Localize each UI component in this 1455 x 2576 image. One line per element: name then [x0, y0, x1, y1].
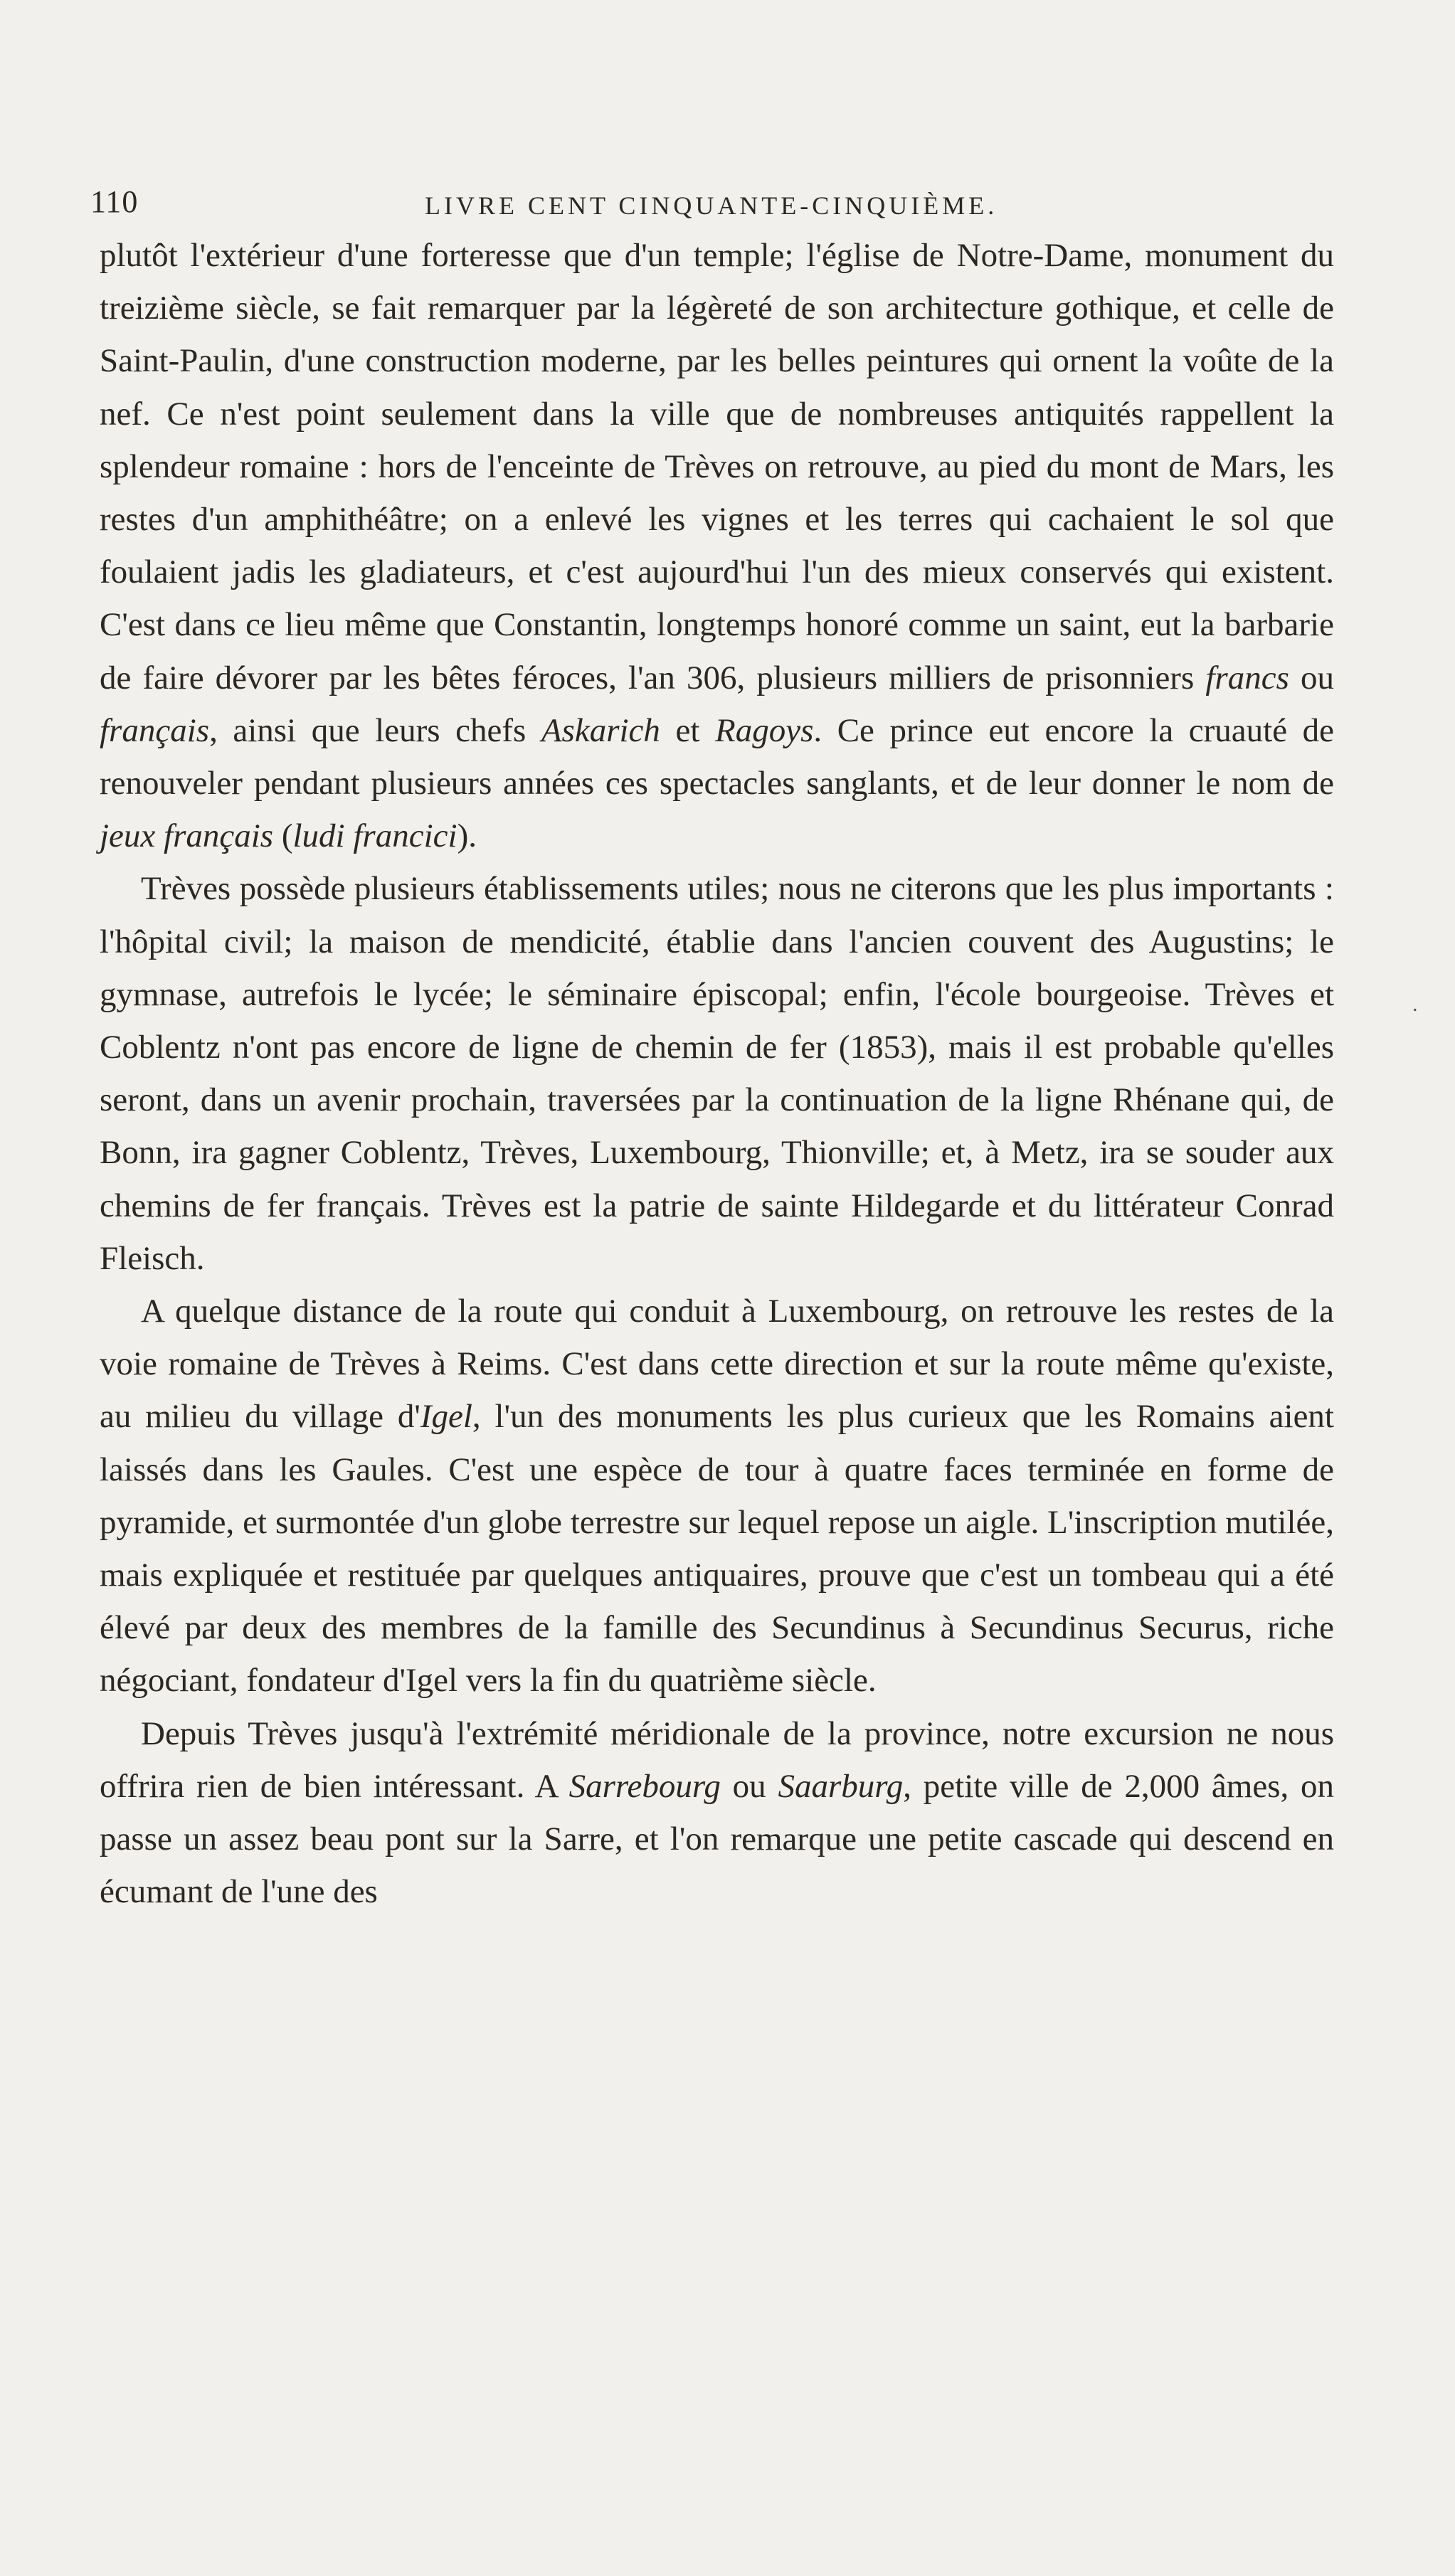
text-run: Depuis Trèves jusqu'à l'extrémité méridionale de la province, notre excursion ne nous offrira rien de bien intéressant. A: [100, 1714, 1334, 1805]
text-run: ou: [720, 1767, 778, 1805]
italic-text: jeux français: [100, 817, 274, 855]
text-run: et: [660, 711, 715, 749]
italic-text: francs: [1205, 659, 1289, 696]
text-run: A quelque distance de la route qui conduit à Luxembourg, on retrouve les restes de la voie romaine de Trèves à Reims. C'est dans cette direction et sur la route même qu'existe, au milieu du village d': [100, 1293, 1334, 1436]
body-text: [100, 229, 1334, 1919]
paragraph: [100, 229, 1334, 862]
margin-mark: .: [1412, 992, 1418, 1016]
paragraph: [100, 1707, 1334, 1919]
text-run: , l'un des monuments les plus curieux que les Romains aient laissés dans les Gaules. C'est une espèce de tour à quatre faces terminée en forme de pyramide, et surmontée d'un globe terrestre sur lequel repose un aigle. L'inscription mutilée, mais expliquée et restituée par quelques antiquaires, prouve que c'est un tombeau qui a été élevé par deux des membres de la famille des Secundinus à Secundinus Securus, riche négociant, fondateur d'Igel vers la fin du quatrième siècle.: [100, 1398, 1334, 1700]
page-header: [90, 184, 1328, 226]
italic-text: français: [100, 711, 210, 749]
text-run: plutôt l'extérieur d'une forteresse que d'un temple; l'église de Notre-Dame, monument du treizième siècle, se fait remarquer par la légèreté de son architecture gothique, et celle de Saint-Paulin, d'une construction moderne, par les belles peintures qui ornent la voûte de la nef. Ce n'est point seulement dans la ville que de nombreuses antiquités rappellent la splendeur romaine : hors de l'enceinte de Trèves on retrouve, au pied du mont de Mars, les restes d'un amphithéâtre; on a enlevé les vignes et les terres qui cachaient le sol que foulaient jadis les gladiateurs, et c'est aujourd'hui l'un des mieux conservés qui existent. C'est dans ce lieu même que Constantin, longtemps honoré comme un saint, eut la barbarie de faire dévorer par les bêtes féroces, l'an 306, plusieurs milliers de prisonniers: [100, 237, 1334, 696]
italic-text: ludi francici: [292, 817, 457, 855]
text-run: . Ce prince eut encore la cruauté de renouveler pendant plusieurs années ces spectacles sanglants, et de leur donner le nom de: [100, 711, 1335, 802]
running-title: LIVRE CENT CINQUANTE-CINQUIÈME.: [425, 191, 998, 220]
text-run: Trèves possède plusieurs établissements utiles; nous ne citerons que les plus importants : l'hôpital civil; la maison de mendicité, établie dans l'ancien couvent des Augustins; le gymnase, autrefois le lycée; le séminaire épiscopal; enfin, l'école bourgeoise. Trèves et Coblentz n'ont pas encore de ligne de chemin de fer (1853), mais il est probable qu'elles seront, dans un avenir prochain, traversées par la continuation de la ligne Rhénane qui, de Bonn, ira gagner Coblentz, Trèves, Luxembourg, Thionville; et, à Metz, ira se souder aux chemins de fer français. Trèves est la patrie de sainte Hildegarde et du littérateur Conrad Fleisch.: [100, 870, 1334, 1277]
italic-text: Saarburg: [778, 1767, 904, 1805]
text-run: , ainsi que leurs chefs: [209, 711, 541, 749]
italic-text: Igel: [420, 1398, 472, 1436]
paragraph: [100, 1285, 1334, 1707]
page-number: 110: [90, 184, 139, 219]
italic-text: Sarrebourg: [568, 1767, 721, 1805]
italic-text: Askarich: [541, 711, 660, 749]
italic-text: Ragoys: [715, 711, 814, 749]
text-run: (: [273, 817, 293, 855]
paragraph: [100, 862, 1334, 1285]
text-run: ou: [1289, 659, 1334, 696]
text-run: ).: [457, 817, 477, 855]
text-run: , petite ville de 2,000 âmes, on passe un assez beau pont sur la Sarre, et l'on remarque une petite cascade qui descend en écumant de l'une des: [100, 1767, 1335, 1911]
